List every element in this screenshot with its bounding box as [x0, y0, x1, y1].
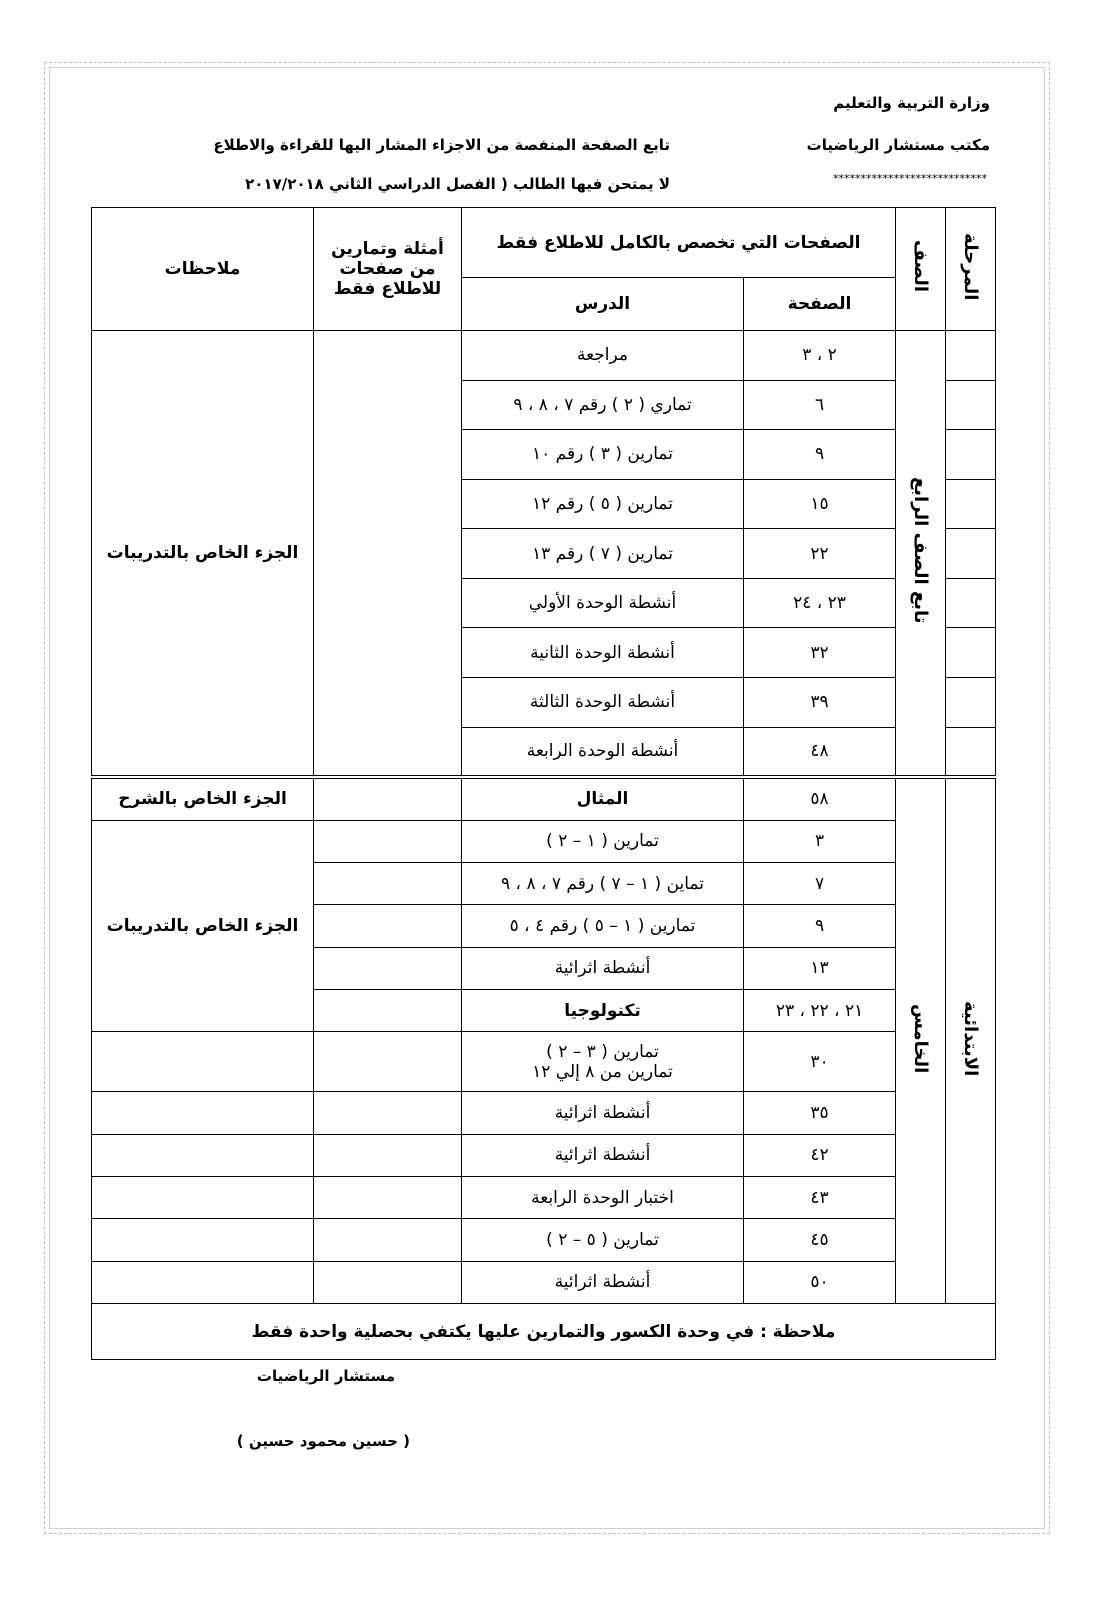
examples-cell [314, 1134, 462, 1176]
table-cell-page: ٤٣ [744, 1176, 896, 1218]
header-notes: ملاحظات [92, 208, 314, 331]
stage-cell [946, 380, 996, 430]
notes-cell [92, 1092, 314, 1134]
table-cell-lesson: تمارين ( ٣ ) رقم ١٠ [462, 430, 744, 480]
notes-cell [92, 1032, 314, 1092]
table-cell-lesson: أنشطة اثرائية [462, 1134, 744, 1176]
section2-grade: الخامس [896, 777, 946, 1304]
table-cell-page: ٩ [744, 905, 896, 947]
table-cell-lesson: اختبار الوحدة الرابعة [462, 1176, 744, 1218]
table-cell-page: ١٣ [744, 947, 896, 989]
lesson-line: تمارين من ٨ إلي ١٢ [532, 1061, 673, 1082]
table-cell-lesson: أنشطة اثرائية [462, 1261, 744, 1303]
examples-cell [314, 989, 462, 1031]
stage-cell [946, 628, 996, 678]
table-cell-lesson: تماري ( ٢ ) رقم ٧ ، ٨ ، ٩ [462, 380, 744, 430]
section1-grade: تابع الصف الرابع [896, 330, 946, 776]
examples-cell [314, 862, 462, 904]
header-stars: **************************** [833, 172, 987, 185]
table-cell-lesson [462, 1032, 744, 1092]
examples-cell [314, 1092, 462, 1134]
section2-stage: الابتدائية [946, 777, 996, 1304]
header-grade: الصف [896, 208, 946, 331]
examples-cell [314, 1032, 462, 1092]
table-cell-page: ٣ [744, 820, 896, 862]
examples-cell [314, 947, 462, 989]
stage-cell [946, 330, 996, 380]
header-stage: المرحلة [946, 208, 996, 331]
examples-cell [314, 905, 462, 947]
table-cell-lesson: أنشطة الوحدة الرابعة [462, 727, 744, 777]
table-cell-lesson: أنشطة الوحدة الثالثة [462, 677, 744, 727]
table-cell-lesson: أنشطة الوحدة الثانية [462, 628, 744, 678]
table-cell-page: ١٥ [744, 479, 896, 529]
examples-cell [314, 1219, 462, 1261]
examples-cell [314, 777, 462, 820]
table-cell-page: ٥٠ [744, 1261, 896, 1303]
table-cell-lesson: أنشطة الوحدة الأولي [462, 578, 744, 628]
ministry-name: وزارة التربية والتعليم [833, 94, 990, 112]
signature-title: مستشار الرياضيات [256, 1367, 395, 1385]
table-cell-page: ٢٢ [744, 529, 896, 579]
table-cell-page: ٢٣ ، ٢٤ [744, 578, 896, 628]
document-subtitle: لا يمتحن فيها الطالب ( الفصل الدراسي الثاني ٢٠١٧/٢٠١٨ [245, 175, 670, 193]
document-title: تابع الصفحة المنفصة من الاجزاء المشار اليها للقراءة والاطلاع [213, 136, 670, 154]
table-cell-lesson: تمارين ( ٥ – ٢ ) [462, 1219, 744, 1261]
notes-cell [92, 1219, 314, 1261]
examples-cell [314, 1261, 462, 1303]
table-cell-lesson: المثال [462, 777, 744, 820]
notes-cell [92, 1261, 314, 1303]
stage-cell [946, 430, 996, 480]
table-cell-lesson: تمارين ( ١ – ٢ ) [462, 820, 744, 862]
table-cell-lesson: تكنولوجيا [462, 989, 744, 1031]
table-cell-lesson: أنشطة اثرائية [462, 947, 744, 989]
table-cell-page: ٤٨ [744, 727, 896, 777]
table-cell-page: ٣٩ [744, 677, 896, 727]
table-cell-page: ٣٢ [744, 628, 896, 678]
stage-cell [946, 529, 996, 579]
table-cell-page: ٧ [744, 862, 896, 904]
header-pages-full: الصفحات التي تخصص بالكامل للاطلاع فقط [462, 208, 896, 278]
stage-cell [946, 578, 996, 628]
office-name: مكتب مستشار الرياضيات [806, 136, 990, 154]
table-footnote: ملاحظة : في وحدة الكسور والتمارين عليها يكتفي بحصلية واحدة فقط [92, 1304, 996, 1360]
table-cell-lesson: تمارين ( ٧ ) رقم ١٣ [462, 529, 744, 579]
pages-table [91, 207, 996, 1360]
header-lesson: الدرس [462, 278, 744, 331]
table-cell-page: ٦ [744, 380, 896, 430]
table-cell-lesson: أنشطة اثرائية [462, 1092, 744, 1134]
table-cell-lesson: تمارين ( ٥ ) رقم ١٢ [462, 479, 744, 529]
table-cell-page: ٩ [744, 430, 896, 480]
notes-cell [92, 1134, 314, 1176]
examples-cell [314, 820, 462, 862]
table-cell-page: ٢١ ، ٢٢ ، ٢٣ [744, 989, 896, 1031]
stage-cell [946, 677, 996, 727]
table-cell-page: ٤٥ [744, 1219, 896, 1261]
examples-cell [314, 330, 462, 776]
signature-name: ( حسين محمود حسين ) [236, 1432, 410, 1450]
section2-note-train: الجزء الخاص بالتدريبات [92, 820, 314, 1032]
stage-cell [946, 479, 996, 529]
table-cell-page: ٢ ، ٣ [744, 330, 896, 380]
section1-note: الجزء الخاص بالتدريبات [92, 330, 314, 776]
notes-cell [92, 1176, 314, 1218]
stage-cell [946, 727, 996, 777]
lesson-line: تمارين ( ٣ – ٢ ) [546, 1041, 659, 1062]
table-cell-page: ٥٨ [744, 777, 896, 820]
section2-note-explain: الجزء الخاص بالشرح [92, 777, 314, 820]
examples-cell [314, 1176, 462, 1218]
table-cell-page: ٣٥ [744, 1092, 896, 1134]
table-cell-lesson: تمارين ( ١ – ٥ ) رقم ٤ ، ٥ [462, 905, 744, 947]
table-cell-page: ٣٠ [744, 1032, 896, 1092]
header-page: الصفحة [744, 278, 896, 331]
table-cell-lesson: مراجعة [462, 330, 744, 380]
table-cell-lesson: تماين ( ١ – ٧ ) رقم ٧ ، ٨ ، ٩ [462, 862, 744, 904]
table-cell-page: ٤٢ [744, 1134, 896, 1176]
header-examples: أمثلة وتمارين من صفحات للاطلاع فقط [314, 208, 462, 331]
